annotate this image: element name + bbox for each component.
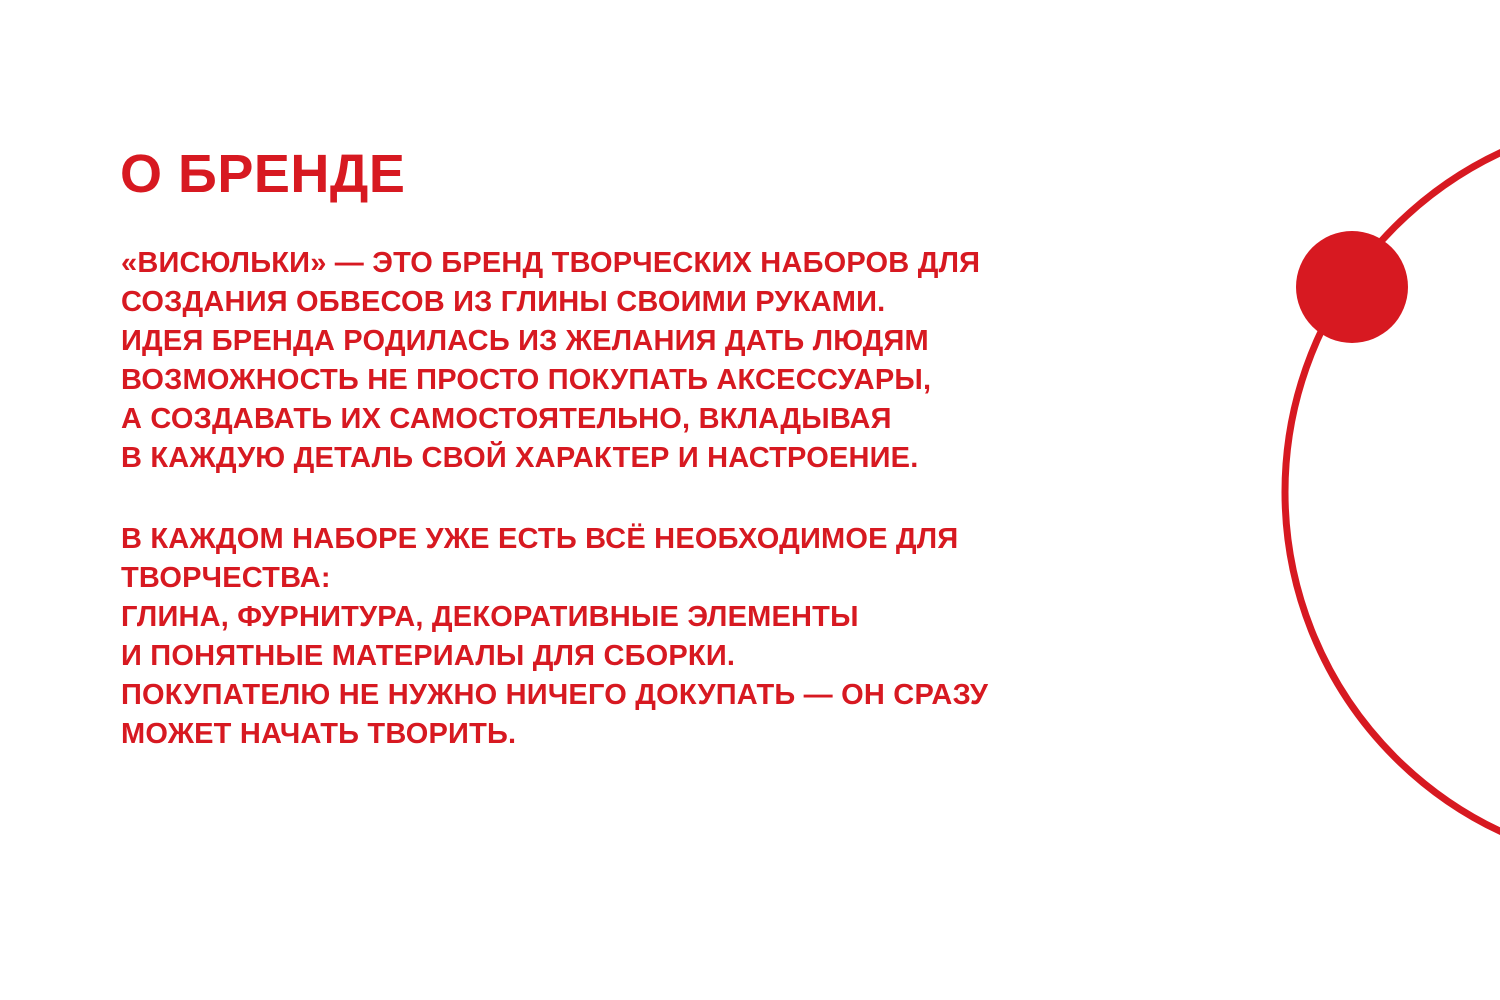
decorative-ring <box>1285 117 1500 867</box>
brand-description <box>121 244 1181 754</box>
text-line: А СОЗДАВАТЬ ИХ САМОСТОЯТЕЛЬНО, ВКЛАДЫВАЯ <box>121 403 892 435</box>
text-line: В КАЖДОМ НАБОРЕ УЖЕ ЕСТЬ ВСЁ НЕОБХОДИМОЕ ДЛЯ <box>121 523 959 555</box>
text-line: МОЖЕТ НАЧАТЬ ТВОРИТЬ. <box>121 718 517 750</box>
text-line: В КАЖДУЮ ДЕТАЛЬ СВОЙ ХАРАКТЕР И НАСТРОЕНИЕ. <box>121 442 919 474</box>
text-line: ГЛИНА, ФУРНИТУРА, ДЕКОРАТИВНЫЕ ЭЛЕМЕНТЫ <box>121 601 859 633</box>
paragraph-about-brand <box>121 244 1181 478</box>
text-line: ТВОРЧЕСТВА: <box>121 562 331 594</box>
text-line: ИДЕЯ БРЕНДА РОДИЛАСЬ ИЗ ЖЕЛАНИЯ ДАТЬ ЛЮДЯМ <box>121 325 929 357</box>
text-line: ВОЗМОЖНОСТЬ НЕ ПРОСТО ПОКУПАТЬ АКСЕССУАРЫ, <box>121 364 932 396</box>
text-line: ПОКУПАТЕЛЮ НЕ НУЖНО НИЧЕГО ДОКУПАТЬ — ОН СРАЗУ <box>121 679 989 711</box>
text-line: «ВИСЮЛЬКИ» — ЭТО БРЕНД ТВОРЧЕСКИХ НАБОРОВ ДЛЯ <box>121 247 981 279</box>
text-line: СОЗДАНИЯ ОБВЕСОВ ИЗ ГЛИНЫ СВОИМИ РУКАМИ. <box>121 286 886 318</box>
decorative-dot <box>1296 231 1408 343</box>
text-line: И ПОНЯТНЫЕ МАТЕРИАЛЫ ДЛЯ СБОРКИ. <box>121 640 736 672</box>
paragraph-kit-contents <box>121 520 1181 754</box>
page-title: О БРЕНДЕ <box>120 144 406 204</box>
